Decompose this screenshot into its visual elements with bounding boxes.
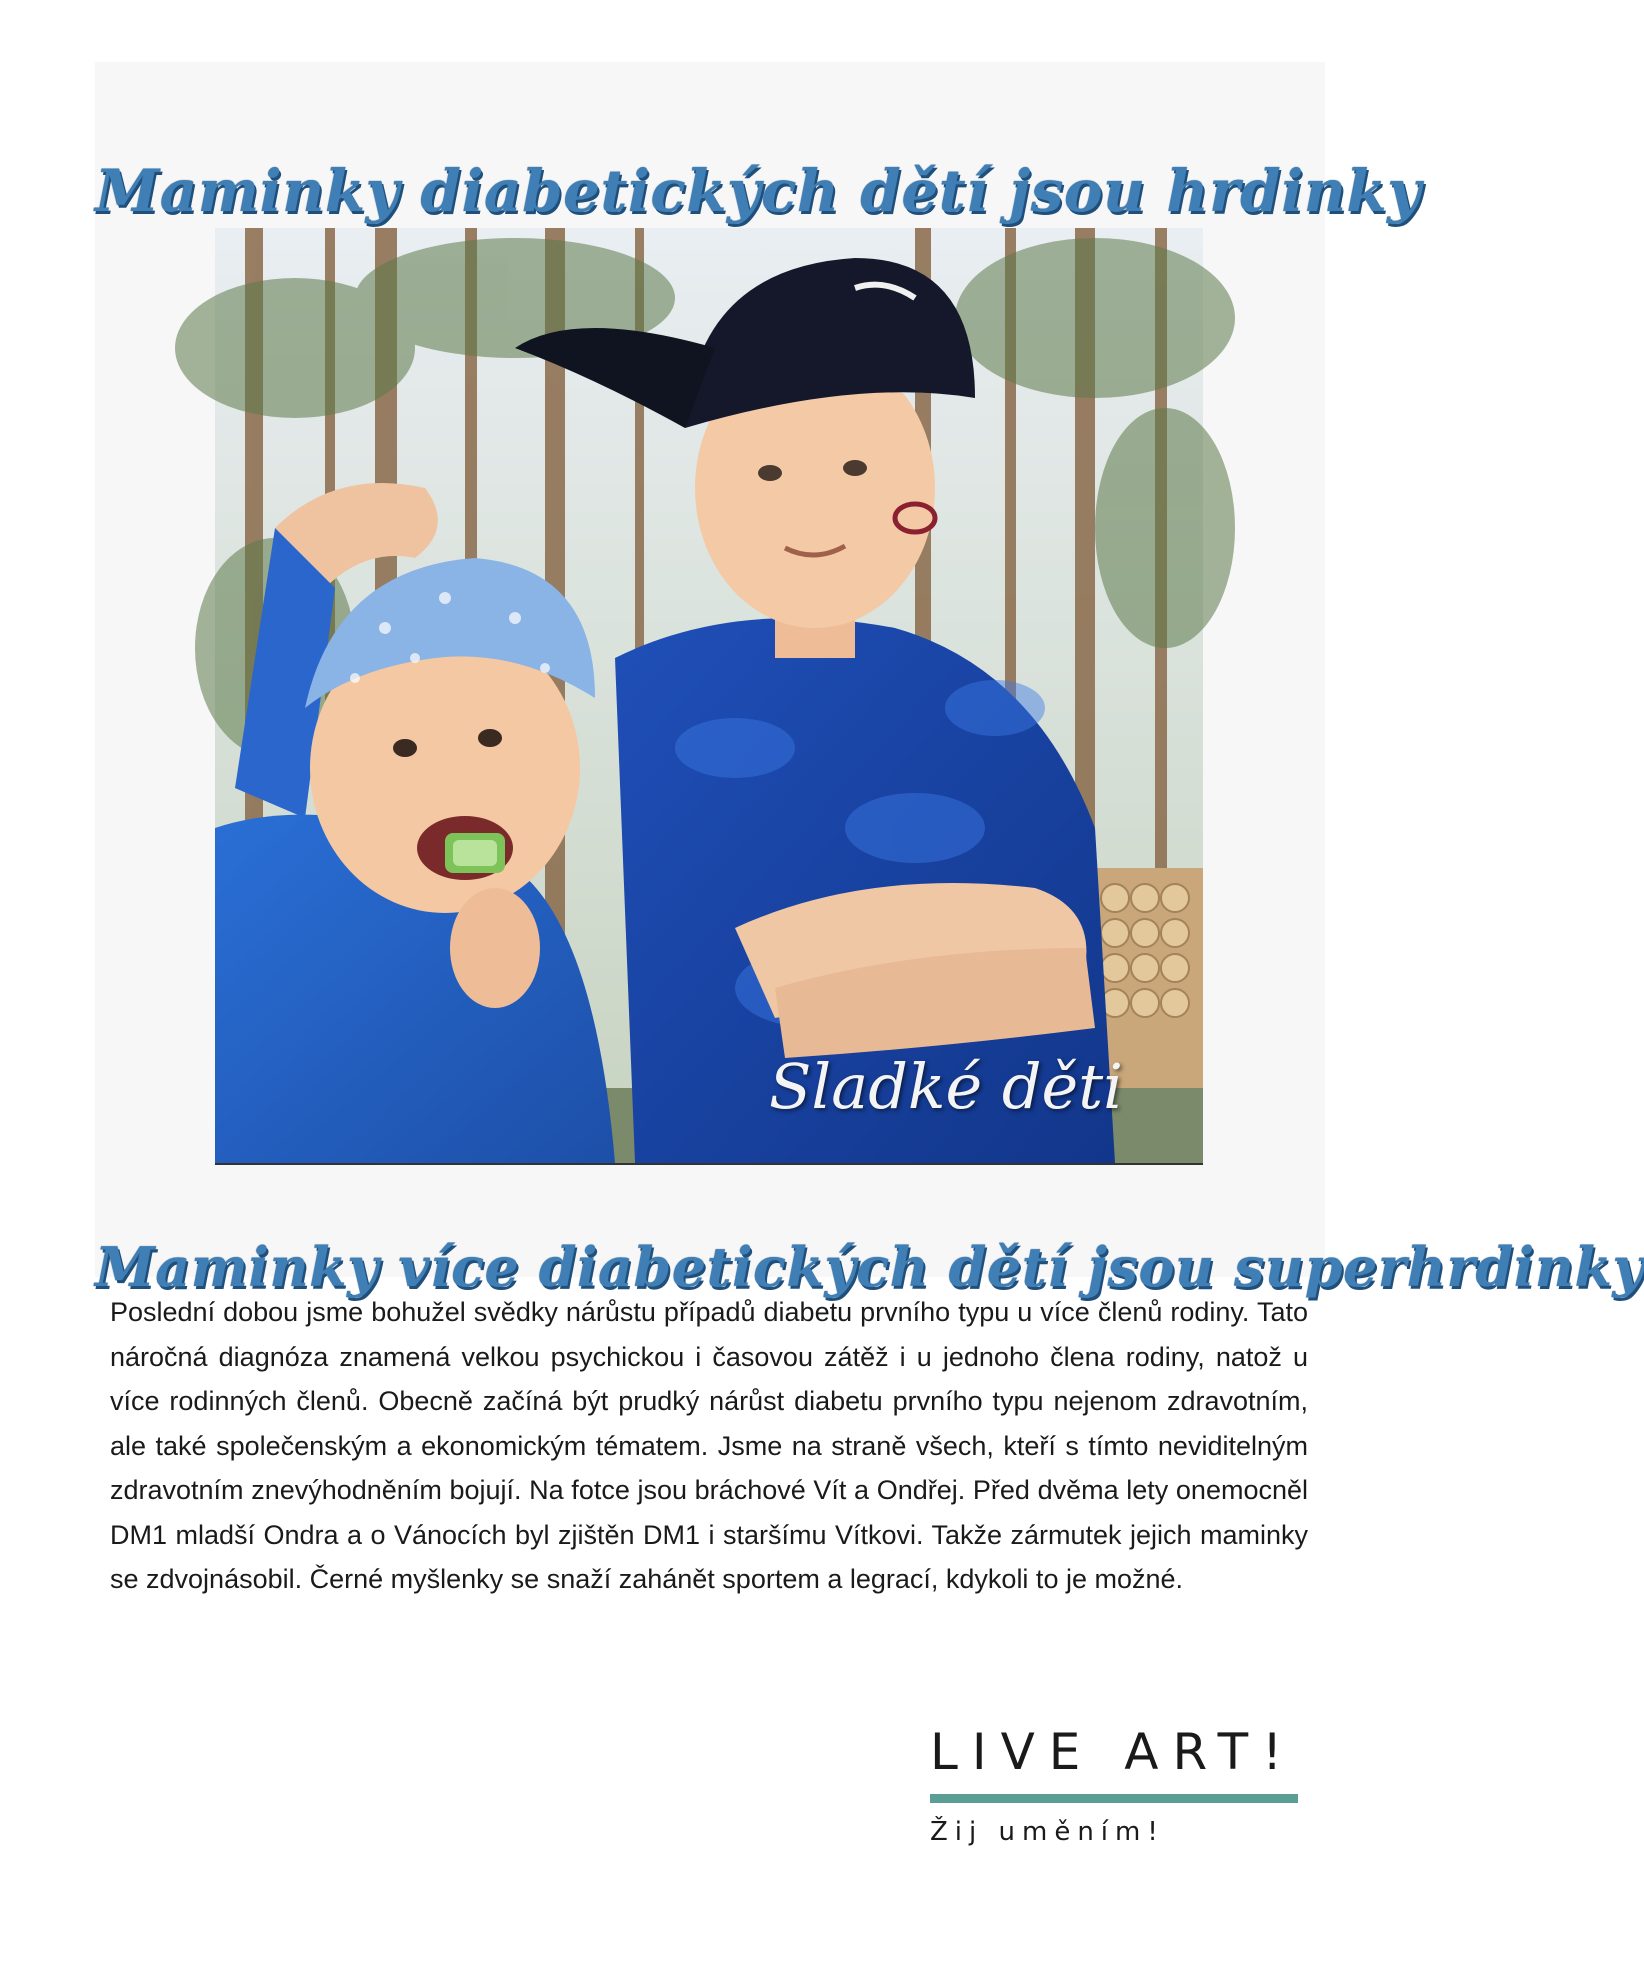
article-paragraph: Poslední dobou jsme bohužel svědky nárůstu případů diabetu prvního typu u více členů rodiny. Tato náročná diagnóza znamená velkou psychickou i časovou zátěž i u jednoho člena rodiny, natož u více rodinných členů. Obecně začíná být prudký nárůst diabetu prvního typu nejenom zdravotním, ale také společenským a ekonomickým tématem. Jsme na straně všech, kteří s tímto neviditelným zdravotním znevýhodněním bojují. Na fotce jsou bráchové Vít a Ondřej. Před dvěma lety onemocněl DM1 mladší Ondra a o Vánocích byl zjištěn DM1 i staršímu Vítkovi. Takže zármutek jejich maminky se zdvojnásobil. Černé myšlenky se snaží zahánět sportem a legrací, kdykoli to je možné. bbox=[110, 1297, 1308, 1594]
photo bbox=[215, 228, 1203, 1165]
brand-title: LIVE ART! bbox=[930, 1723, 1297, 1781]
brand-subtitle: Žij uměním! bbox=[930, 1817, 1165, 1847]
headline-top: Maminky diabetických dětí jsou hrdinky bbox=[95, 156, 1422, 225]
headline-bottom: Maminky více diabetických dětí jsou superhrdinky bbox=[95, 1234, 1644, 1299]
photo-caption: Sladké děti bbox=[768, 1050, 1123, 1123]
photo-illustration bbox=[215, 228, 1203, 1163]
brand-logo bbox=[930, 1722, 1298, 1847]
brand-underline bbox=[930, 1794, 1298, 1803]
